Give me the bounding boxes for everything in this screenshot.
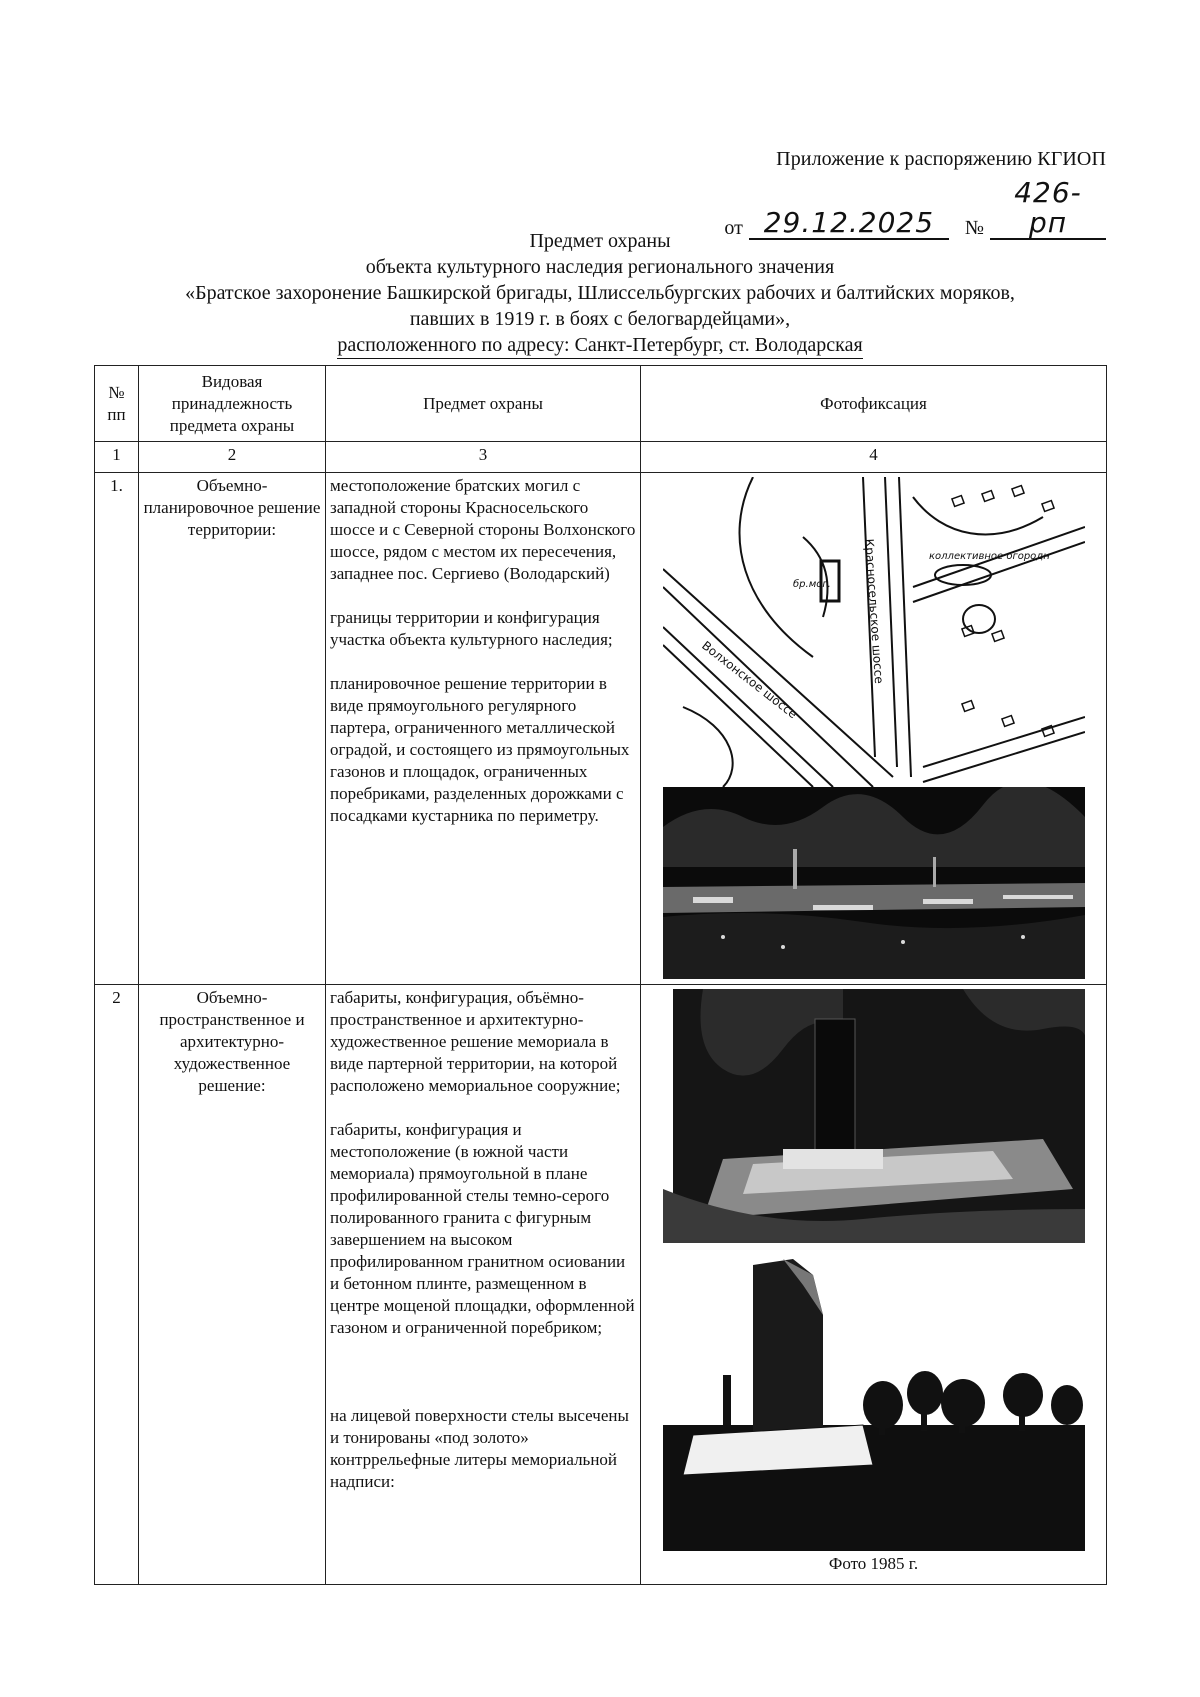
photo-caption: Фото 1985 г.	[828, 1554, 919, 1573]
subject-paragraph: габариты, конфигурация и местоположение (в южной части мемориала) прямоугольной в плане профилированной стелы темно-серого полированного гранита с фигурным завершением на высоком профилированном гранитном осиовании и бетонном плинте, размещенном в центре мощеной площадки, оформленной газоном и ограниченной поребриком;	[330, 1120, 635, 1337]
map-road-label: Красносельское шоссе	[861, 538, 886, 685]
row-kind: Объемно-планировочное решение территории:	[139, 473, 326, 985]
table-header-row	[95, 366, 1107, 442]
number-sign: №	[964, 217, 984, 239]
order-date: 29.12.2025	[749, 208, 949, 240]
title-line-1: Предмет охраны	[529, 230, 671, 252]
title-line-5: расположенного по адресу: Санкт-Петербург, ст. Володарская	[337, 333, 862, 359]
row-photos	[641, 473, 1107, 985]
row-subject	[326, 985, 641, 1585]
subject-paragraph: местоположение братских могил с западной стороны Красносельского шоссе и с Северной стороны Волхонского шоссе, рядом с местом их пересечения, западнее пос. Сергиево (Володарский)	[330, 476, 636, 583]
row-photos	[641, 985, 1107, 1585]
header-photo: Фотофиксация	[641, 366, 1107, 442]
subject-paragraph: на лицевой поверхности стелы высечены и тонированы «под золото» контррельефные литеры мемориальной надписи:	[330, 1406, 629, 1491]
column-number: 4	[641, 442, 1107, 473]
table-row	[95, 473, 1107, 985]
site-plan-map	[663, 477, 1085, 787]
table-row	[95, 985, 1107, 1585]
header-number: № пп	[95, 366, 139, 442]
row-number: 2	[95, 985, 139, 1585]
title-line-2: объекта культурного наследия регионального значения	[365, 256, 835, 278]
title-line-3: «Братское захоронение Башкирской бригады, Шлиссельбургских рабочих и балтийских моряков,	[185, 282, 1015, 304]
map-road-label: Волхонское шоссе	[698, 638, 800, 722]
column-number-row	[95, 442, 1107, 473]
subject-paragraph: планировочное решение территории в виде прямоугольного регулярного партера, ограниченного металлической оградой, и состоящего из прямоугольных газонов и площадок, ограниченных поребриками, разделенных дорожками с посадками кустарника по периметру.	[330, 674, 630, 825]
stele-photo	[663, 1255, 1085, 1551]
column-number: 2	[139, 442, 326, 473]
map-label: бр.мог.	[792, 579, 831, 590]
subject-paragraph: границы территории и конфигурация участка объекта культурного наследия;	[330, 608, 613, 649]
memorial-photo	[663, 989, 1085, 1243]
title-line-4: павших в 1919 г. в боях с белогвардейцами»,	[409, 308, 791, 330]
map-label: коллективное огородн	[928, 551, 1050, 562]
header-kind: Видовая принадлежность предмета охраны	[139, 366, 326, 442]
document-title	[0, 228, 1200, 359]
row-subject	[326, 473, 641, 985]
date-prefix: от	[724, 217, 743, 239]
protection-subject-table	[94, 365, 1107, 1585]
row-kind: Объемно-пространственное и архитектурно-художественное решение:	[139, 985, 326, 1585]
subject-paragraph: габариты, конфигурация, объёмно-пространственное и архитектурно-художественное решение мемориала в виде партерной территории, на которой расположено мемориальное сооружние;	[330, 988, 621, 1095]
order-number: 426-рп	[990, 178, 1106, 240]
appendix-heading: Приложение к распоряжению КГИОП	[776, 148, 1106, 170]
column-number: 1	[95, 442, 139, 473]
row-number: 1.	[95, 473, 139, 985]
territory-photo	[663, 787, 1085, 979]
column-number: 3	[326, 442, 641, 473]
header-subject: Предмет охраны	[326, 366, 641, 442]
